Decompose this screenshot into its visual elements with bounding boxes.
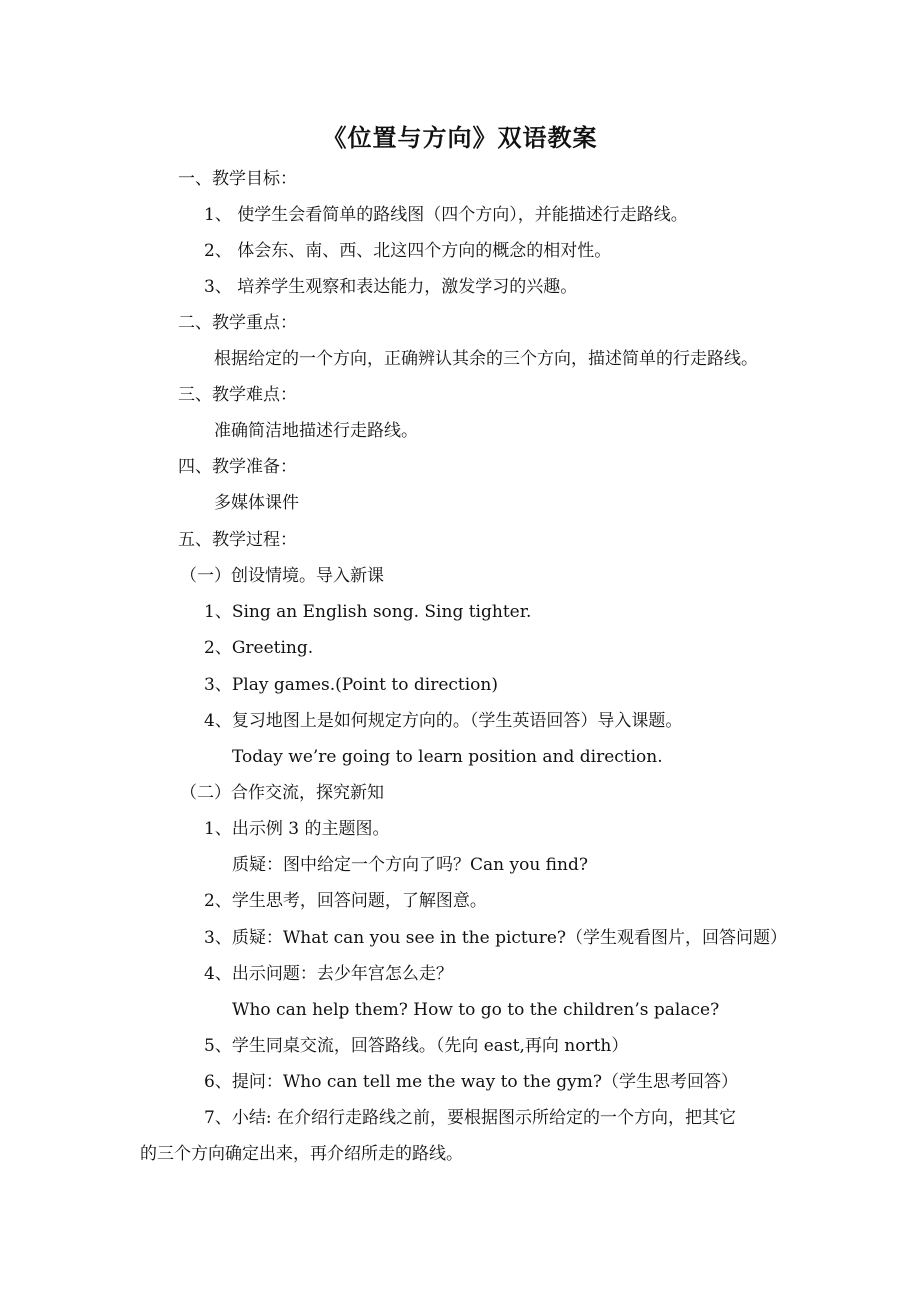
difficulties-text: 准确简洁地描述行走路线。 — [214, 421, 418, 441]
process-part1-item-4: 4、复习地图上是如何规定方向的。（学生英语回答）导入课题。 — [204, 711, 683, 731]
process-part2-item-2: 2、学生思考，回答问题，了解图意。 — [204, 891, 487, 911]
document-title: 《位置与方向》双语教案 — [322, 124, 598, 152]
section-heading-objectives: 一、教学目标： — [178, 169, 297, 189]
preparation-text: 多媒体课件 — [214, 493, 299, 513]
objective-item-2: 2、 体会东、南、西、北这四个方向的概念的相对性。 — [204, 241, 612, 261]
process-part1-item-3: 3、Play games.(Point to direction) — [204, 675, 498, 695]
process-part2-item-7: 7、小结: 在介绍行走路线之前，要根据图示所给定的一个方向，把其它 — [204, 1108, 736, 1128]
process-part1-item-2: 2、Greeting. — [204, 638, 314, 658]
process-part1-heading: （一）创设情境。导入新课 — [180, 566, 384, 586]
objective-item-1: 1、 使学生会看简单的路线图（四个方向），并能描述行走路线。 — [204, 205, 688, 225]
section-heading-process: 五、教学过程： — [178, 530, 297, 550]
process-part2-item-5: 5、学生同桌交流，回答路线。（先向 east,再向 north） — [204, 1036, 629, 1056]
process-part2-item-1-continuation: 质疑：图中给定一个方向了吗？Can you find? — [232, 855, 588, 875]
section-heading-preparation: 四、教学准备： — [178, 457, 297, 477]
process-part2-item-3: 3、质疑：What can you see in the picture?（学生观看图片，回答问题） — [204, 928, 788, 948]
process-part2-item-4-continuation: Who can help them? How to go to the children’s palace? — [232, 1000, 720, 1020]
process-part2-item-4: 4、出示问题：去少年宫怎么走？ — [204, 964, 453, 984]
objective-item-3: 3、 培养学生观察和表达能力，激发学习的兴趣。 — [204, 277, 578, 297]
process-part2-item-7-continuation: 的三个方向确定出来，再介绍所走的路线。 — [140, 1144, 463, 1164]
process-part2-heading: （二）合作交流，探究新知 — [180, 783, 384, 803]
process-part1-item-1: 1、Sing an English song. Sing tighter. — [204, 602, 532, 622]
section-heading-difficulties: 三、教学难点： — [178, 385, 297, 405]
process-part2-item-6: 6、提问：Who can tell me the way to the gym?（学生思考回答） — [204, 1072, 739, 1092]
process-part1-item-4-continuation: Today we’re going to learn position and direction. — [232, 747, 663, 767]
key-points-text: 根据给定的一个方向，正确辨认其余的三个方向，描述简单的行走路线。 — [214, 349, 758, 369]
section-heading-key-points: 二、教学重点： — [178, 313, 297, 333]
process-part2-item-1: 1、出示例 3 的主题图。 — [204, 819, 390, 839]
